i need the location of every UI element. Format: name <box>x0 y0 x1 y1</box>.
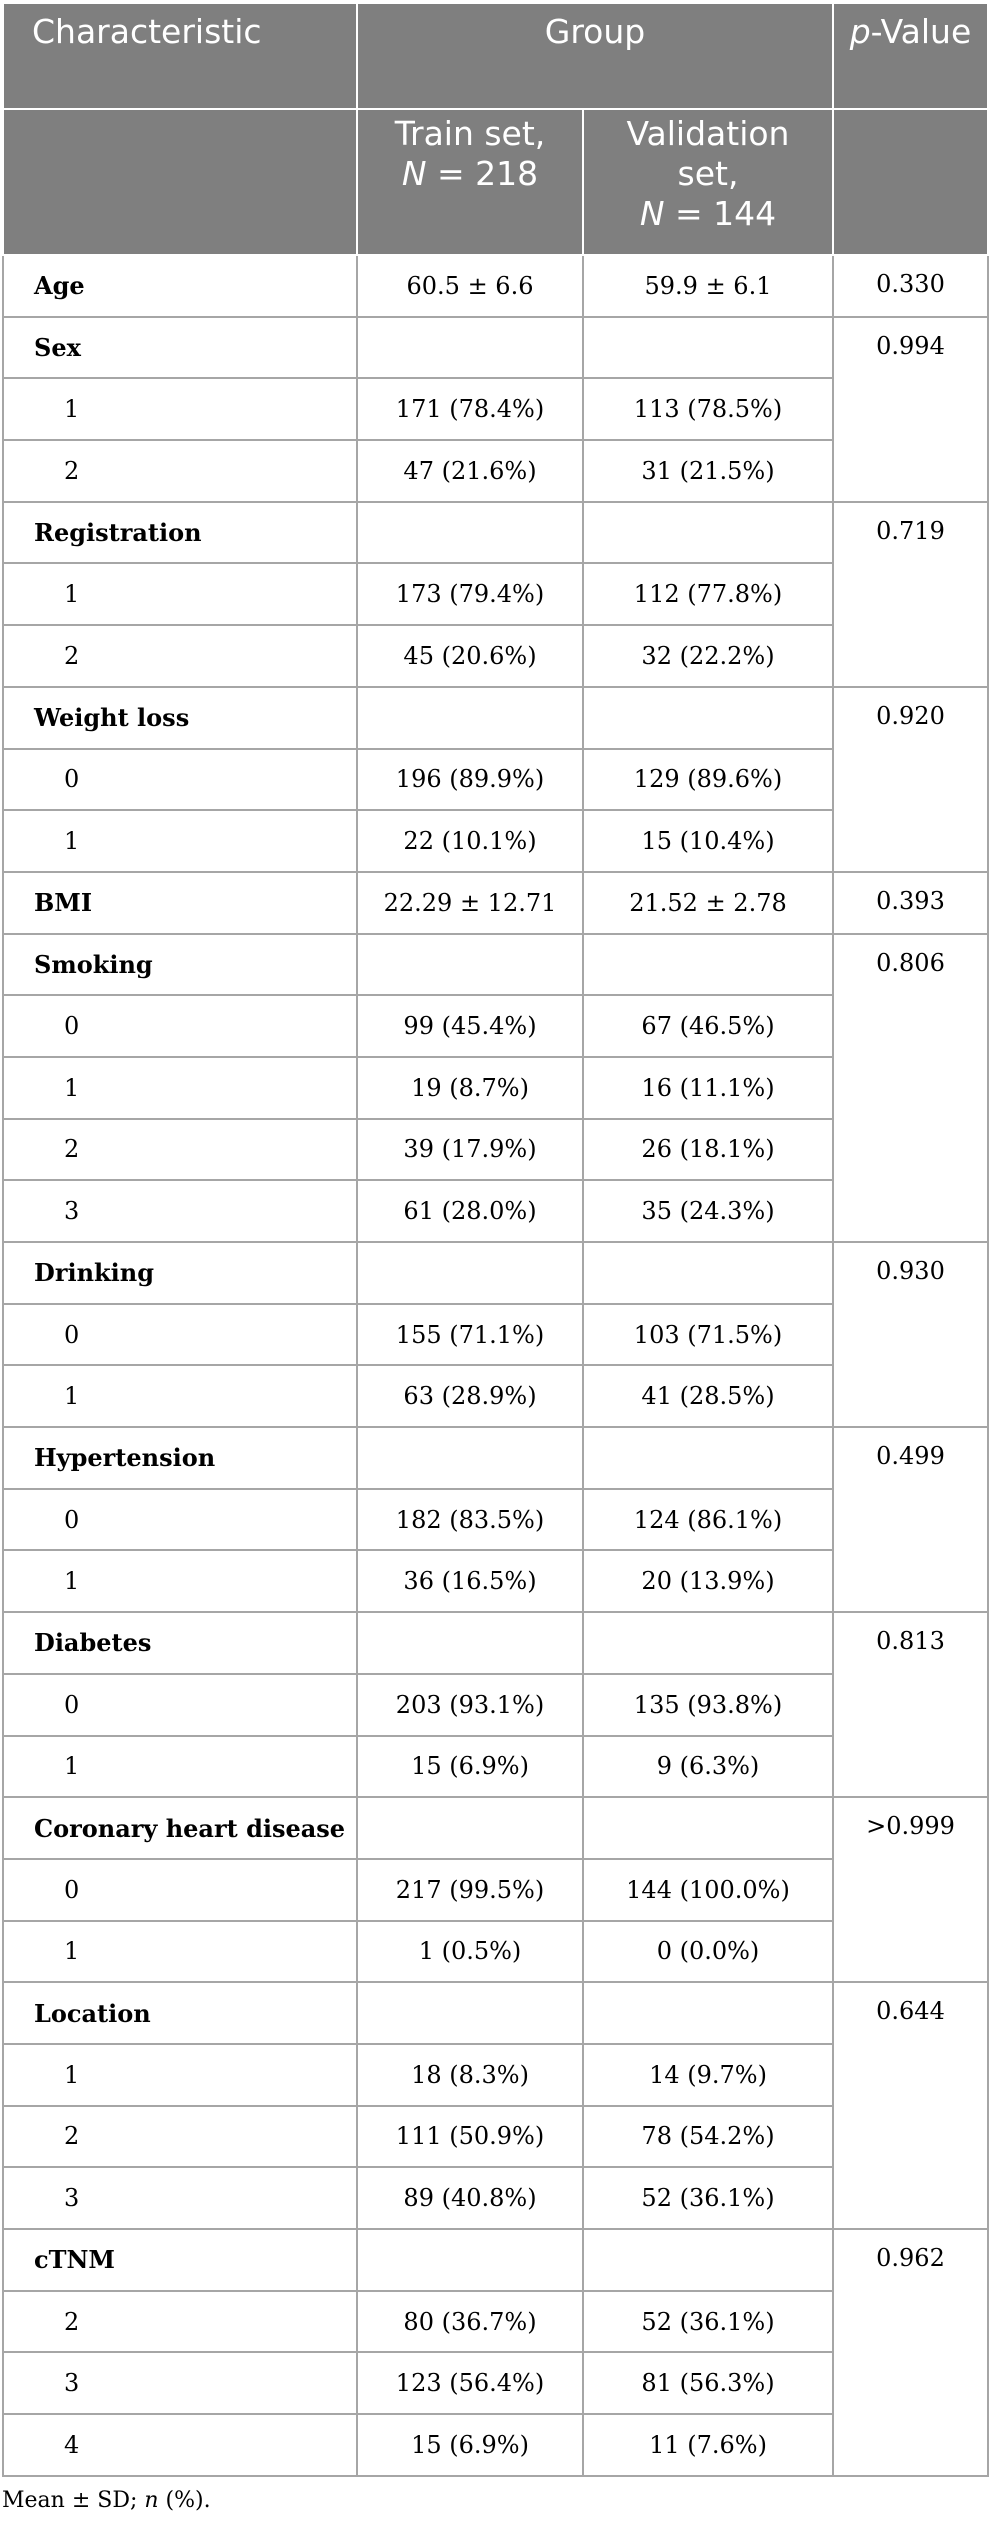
p-value: 0.994 <box>833 317 988 502</box>
category-label: 0 <box>3 1304 357 1366</box>
train-count: 39 (17.9%) <box>357 1119 583 1181</box>
train-count: 18 (8.3%) <box>357 2044 583 2106</box>
header-p-letter: p <box>849 12 871 51</box>
validation-count: 35 (24.3%) <box>583 1180 833 1242</box>
p-value: 0.644 <box>833 1982 988 2229</box>
validation-count: 20 (13.9%) <box>583 1550 833 1612</box>
characteristic-label: Drinking <box>3 1242 357 1304</box>
val-line2: set, <box>677 154 739 193</box>
validation-count: 144 (100.0%) <box>583 1859 833 1921</box>
validation-count: 11 (7.6%) <box>583 2414 833 2476</box>
validation-count: 9 (6.3%) <box>583 1736 833 1798</box>
header-row-1 <box>3 3 988 109</box>
val-line1: Validation <box>626 114 790 153</box>
characteristic-label: Diabetes <box>3 1612 357 1674</box>
train-count: 173 (79.4%) <box>357 563 583 625</box>
characteristic-label: Weight loss <box>3 687 357 749</box>
val-n-letter: N <box>639 194 665 233</box>
category-label: 0 <box>3 1674 357 1736</box>
p-value: 0.719 <box>833 502 988 687</box>
validation-count: 112 (77.8%) <box>583 563 833 625</box>
validation-value <box>583 934 833 996</box>
train-line2 <box>358 154 582 194</box>
table-row <box>3 934 988 996</box>
category-label: 1 <box>3 1921 357 1983</box>
validation-value: 59.9 ± 6.1 <box>583 255 833 317</box>
category-label: 2 <box>3 440 357 502</box>
p-value: 0.920 <box>833 687 988 872</box>
characteristic-label: Smoking <box>3 934 357 996</box>
train-count: 63 (28.9%) <box>357 1365 583 1427</box>
train-count: 1 (0.5%) <box>357 1921 583 1983</box>
p-value: 0.813 <box>833 1612 988 1797</box>
category-label: 2 <box>3 1119 357 1181</box>
train-count: 217 (99.5%) <box>357 1859 583 1921</box>
validation-count: 103 (71.5%) <box>583 1304 833 1366</box>
train-count: 171 (78.4%) <box>357 378 583 440</box>
validation-count: 52 (36.1%) <box>583 2167 833 2229</box>
table-row <box>3 317 988 379</box>
train-value <box>357 317 583 379</box>
train-value <box>357 502 583 564</box>
train-count: 36 (16.5%) <box>357 1550 583 1612</box>
train-count: 155 (71.1%) <box>357 1304 583 1366</box>
table-row <box>3 687 988 749</box>
category-label: 2 <box>3 625 357 687</box>
table-wrapper <box>2 2 987 2477</box>
p-value: 0.930 <box>833 1242 988 1427</box>
category-label: 3 <box>3 1180 357 1242</box>
train-count: 15 (6.9%) <box>357 2414 583 2476</box>
validation-value <box>583 1612 833 1674</box>
p-value: 0.393 <box>833 872 988 934</box>
train-count: 182 (83.5%) <box>357 1489 583 1551</box>
validation-count: 0 (0.0%) <box>583 1921 833 1983</box>
train-value <box>357 934 583 996</box>
category-label: 3 <box>3 2352 357 2414</box>
characteristic-label: Hypertension <box>3 1427 357 1489</box>
category-label: 1 <box>3 1057 357 1119</box>
validation-count: 32 (22.2%) <box>583 625 833 687</box>
header-group: Group <box>357 3 833 109</box>
train-n-letter: N <box>401 154 427 193</box>
validation-count: 78 (54.2%) <box>583 2106 833 2168</box>
validation-value <box>583 1982 833 2044</box>
p-value: 0.499 <box>833 1427 988 1612</box>
category-label: 2 <box>3 2106 357 2168</box>
header-empty-right <box>833 109 988 255</box>
characteristic-label: BMI <box>3 872 357 934</box>
train-count: 45 (20.6%) <box>357 625 583 687</box>
train-value <box>357 1982 583 2044</box>
header-p-value <box>833 3 988 109</box>
train-value: 22.29 ± 12.71 <box>357 872 583 934</box>
footnote <box>2 2488 211 2513</box>
table-row <box>3 1797 988 1859</box>
train-count: 47 (21.6%) <box>357 440 583 502</box>
category-label: 1 <box>3 1736 357 1798</box>
validation-value <box>583 2229 833 2291</box>
validation-count: 15 (10.4%) <box>583 810 833 872</box>
table-row <box>3 1427 988 1489</box>
table-row <box>3 872 988 934</box>
train-count: 123 (56.4%) <box>357 2352 583 2414</box>
characteristic-label: Location <box>3 1982 357 2044</box>
header-train-set <box>357 109 583 255</box>
validation-count: 129 (89.6%) <box>583 749 833 811</box>
validation-count: 14 (9.7%) <box>583 2044 833 2106</box>
characteristic-label: Age <box>3 255 357 317</box>
table-row <box>3 255 988 317</box>
train-count: 89 (40.8%) <box>357 2167 583 2229</box>
header-characteristic: Characteristic <box>3 3 357 109</box>
header-row-2 <box>3 109 988 255</box>
category-label: 2 <box>3 2291 357 2353</box>
train-count: 15 (6.9%) <box>357 1736 583 1798</box>
p-value: 0.806 <box>833 934 988 1242</box>
validation-value <box>583 1797 833 1859</box>
train-count: 61 (28.0%) <box>357 1180 583 1242</box>
category-label: 1 <box>3 810 357 872</box>
train-value <box>357 1427 583 1489</box>
p-value: 0.330 <box>833 255 988 317</box>
category-label: 1 <box>3 563 357 625</box>
validation-value: 21.52 ± 2.78 <box>583 872 833 934</box>
train-line1: Train set, <box>394 114 546 153</box>
header-empty-left <box>3 109 357 255</box>
train-value <box>357 1242 583 1304</box>
validation-value <box>583 502 833 564</box>
train-count: 196 (89.9%) <box>357 749 583 811</box>
validation-value <box>583 1242 833 1304</box>
train-count: 111 (50.9%) <box>357 2106 583 2168</box>
train-value <box>357 1797 583 1859</box>
train-n-value: = 218 <box>426 154 539 193</box>
train-count: 203 (93.1%) <box>357 1674 583 1736</box>
category-label: 0 <box>3 1489 357 1551</box>
train-value <box>357 2229 583 2291</box>
category-label: 3 <box>3 2167 357 2229</box>
train-value <box>357 687 583 749</box>
validation-count: 81 (56.3%) <box>583 2352 833 2414</box>
validation-count: 52 (36.1%) <box>583 2291 833 2353</box>
characteristic-label: Coronary heart disease <box>3 1797 357 1859</box>
footnote-part2: (%). <box>158 2488 211 2513</box>
characteristics-table <box>2 2 989 2477</box>
validation-value <box>583 687 833 749</box>
train-value <box>357 1612 583 1674</box>
validation-value <box>583 1427 833 1489</box>
validation-count: 16 (11.1%) <box>583 1057 833 1119</box>
table-row <box>3 2229 988 2291</box>
validation-count: 31 (21.5%) <box>583 440 833 502</box>
table-row <box>3 1242 988 1304</box>
validation-count: 67 (46.5%) <box>583 995 833 1057</box>
header-p-rest: -Value <box>870 12 972 51</box>
footnote-n-letter: n <box>144 2488 159 2513</box>
table-header <box>3 3 988 255</box>
val-n-value: = 144 <box>664 194 777 233</box>
category-label: 4 <box>3 2414 357 2476</box>
characteristic-label: Registration <box>3 502 357 564</box>
validation-count: 41 (28.5%) <box>583 1365 833 1427</box>
p-value: 0.962 <box>833 2229 988 2476</box>
table-row <box>3 1612 988 1674</box>
train-count: 22 (10.1%) <box>357 810 583 872</box>
table-row <box>3 502 988 564</box>
characteristic-label: cTNM <box>3 2229 357 2291</box>
category-label: 1 <box>3 1365 357 1427</box>
table-body <box>3 255 988 2476</box>
category-label: 1 <box>3 378 357 440</box>
validation-value <box>583 317 833 379</box>
header-validation-set <box>583 109 833 255</box>
validation-count: 26 (18.1%) <box>583 1119 833 1181</box>
train-count: 19 (8.7%) <box>357 1057 583 1119</box>
category-label: 1 <box>3 1550 357 1612</box>
category-label: 0 <box>3 995 357 1057</box>
p-value: >0.999 <box>833 1797 988 1982</box>
category-label: 1 <box>3 2044 357 2106</box>
footnote-part1: Mean ± SD; <box>2 2488 145 2513</box>
category-label: 0 <box>3 749 357 811</box>
characteristic-label: Sex <box>3 317 357 379</box>
train-count: 80 (36.7%) <box>357 2291 583 2353</box>
validation-count: 135 (93.8%) <box>583 1674 833 1736</box>
train-value: 60.5 ± 6.6 <box>357 255 583 317</box>
val-line3 <box>584 194 832 234</box>
validation-count: 113 (78.5%) <box>583 378 833 440</box>
validation-count: 124 (86.1%) <box>583 1489 833 1551</box>
category-label: 0 <box>3 1859 357 1921</box>
table-row <box>3 1982 988 2044</box>
train-count: 99 (45.4%) <box>357 995 583 1057</box>
